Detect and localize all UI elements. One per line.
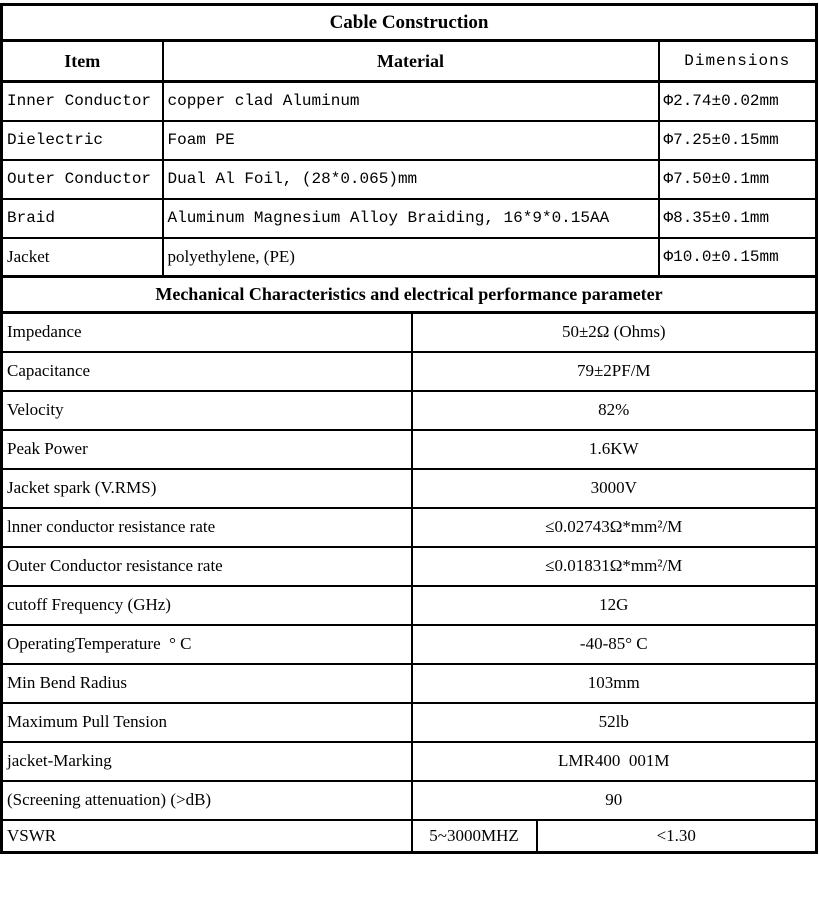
item-cell: Dielectric [2,121,163,160]
dimensions-cell: Φ2.74±0.02mm [659,82,817,121]
mechanical-title: Mechanical Characteristics and electrical performance parameter [2,277,817,313]
parameter-label-cell: (Screening attenuation) (>dB) [2,781,412,820]
material-cell: Aluminum Magnesium Alloy Braiding, 16*9*0.15AA [163,199,659,238]
table-row [2,391,817,430]
table-row [2,313,817,352]
parameter-value-cell: -40-85° C [412,625,817,664]
construction-title-row [2,5,817,41]
parameter-label-cell: Peak Power [2,430,412,469]
dimensions-cell: Φ7.25±0.15mm [659,121,817,160]
material-cell: polyethylene, (PE) [163,238,659,277]
dimensions-cell: Φ8.35±0.1mm [659,199,817,238]
parameter-label-cell: Maximum Pull Tension [2,703,412,742]
parameter-value-cell: 12G [412,586,817,625]
parameter-label-cell: Capacitance [2,352,412,391]
table-row [2,238,817,277]
parameter-value-cell: LMR400 001M [412,742,817,781]
table-row [2,469,817,508]
parameter-value-cell: 3000V [412,469,817,508]
cable-spec-table [0,3,818,854]
table-row [2,664,817,703]
parameter-value-cell: 52lb [412,703,817,742]
table-row [2,199,817,238]
table-row [2,121,817,160]
parameter-value-cell: ≤0.01831Ω*mm²/M [412,547,817,586]
table-row [2,82,817,121]
parameter-label-cell: Velocity [2,391,412,430]
parameter-label-cell: Outer Conductor resistance rate [2,547,412,586]
construction-title: Cable Construction [2,5,817,41]
parameter-value-cell: 79±2PF/M [412,352,817,391]
parameter-value-cell: 90 [412,781,817,820]
table-row [2,586,817,625]
construction-header-row [2,41,817,82]
parameter-label-cell: Impedance [2,313,412,352]
item-cell: Jacket [2,238,163,277]
parameter-value-cell: 50±2Ω (Ohms) [412,313,817,352]
dimensions-cell: Φ7.50±0.1mm [659,160,817,199]
material-cell: Foam PE [163,121,659,160]
parameter-label-cell: lnner conductor resistance rate [2,508,412,547]
table-row [2,781,817,820]
parameter-label-cell: cutoff Frequency (GHz) [2,586,412,625]
parameter-label-cell: VSWR [2,820,412,853]
vswr-value-cell: <1.30 [537,820,817,853]
vswr-range-cell: 5~3000MHZ [412,820,537,853]
vswr-row [2,820,817,853]
col-header-material: Material [163,41,659,82]
table-row [2,742,817,781]
col-header-dimensions: Dimensions [659,41,817,82]
table-row [2,547,817,586]
parameter-label-cell: OperatingTemperature ° C [2,625,412,664]
parameter-value-cell: 1.6KW [412,430,817,469]
table-row [2,352,817,391]
material-cell: Dual Al Foil, (28*0.065)mm [163,160,659,199]
mechanical-title-row [2,277,817,313]
dimensions-cell: Φ10.0±0.15mm [659,238,817,277]
table-row [2,703,817,742]
table-row [2,160,817,199]
material-cell: copper clad Aluminum [163,82,659,121]
col-header-item: Item [2,41,163,82]
parameter-label-cell: jacket-Marking [2,742,412,781]
parameter-label-cell: Jacket spark (V.RMS) [2,469,412,508]
table-row [2,508,817,547]
table-row [2,430,817,469]
parameter-value-cell: ≤0.02743Ω*mm²/M [412,508,817,547]
item-cell: Inner Conductor [2,82,163,121]
parameter-label-cell: Min Bend Radius [2,664,412,703]
table-row [2,625,817,664]
item-cell: Outer Conductor [2,160,163,199]
parameter-value-cell: 103mm [412,664,817,703]
item-cell: Braid [2,199,163,238]
parameter-value-cell: 82% [412,391,817,430]
